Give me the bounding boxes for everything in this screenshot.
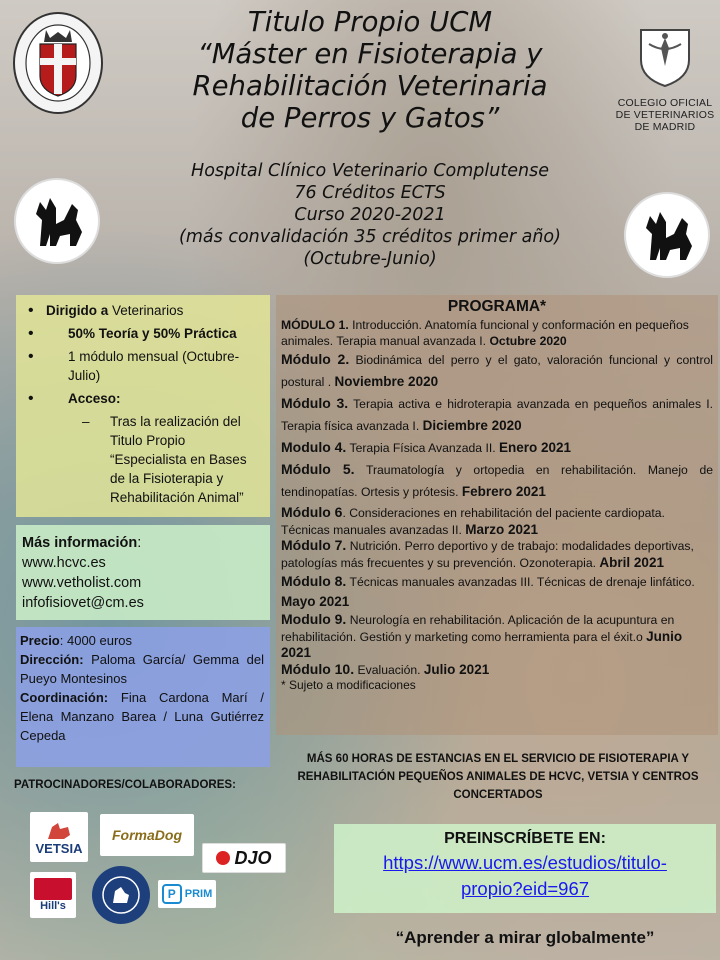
module-text: Nutrición. Perro deportivo y de trabajo: modalidades deportivas, patologías más frecuentes y su prevención. Ozonoterapia.	[281, 539, 694, 570]
acceso-text: Tras la realización del Titulo Propio “Especialista en Bases de la Fisioterapia y Rehabilitación Animal”	[110, 414, 247, 505]
module-date: Diciembre 2020	[422, 418, 522, 433]
dog-cat-right-logo	[624, 192, 710, 278]
module-label: Módulo 7.	[281, 537, 347, 553]
module-date: Febrero 2021	[461, 484, 546, 499]
module-text: Introducción. Anatomía funcional y conformación en pequeños animales. Terapia manual avanzada I.	[281, 318, 689, 348]
vetsia-logo	[30, 812, 88, 862]
preinscripcion-title: PREINSCRÍBETE EN:	[444, 830, 606, 847]
programa-modules	[281, 318, 713, 694]
modulo-mensual-text: 1 módulo mensual (Octubre-Julio)	[68, 349, 240, 383]
program-note: * Sujeto a modificaciones	[281, 678, 416, 692]
course-subtitle	[110, 160, 630, 270]
teoria-item	[24, 324, 262, 343]
module-label: Módulo 8.	[281, 573, 347, 589]
programa-title: PROGRAMA*	[447, 298, 547, 315]
subtitle-line: 76 Créditos ECTS	[294, 183, 446, 203]
ucm-seal-logo	[10, 10, 106, 116]
module-text: Traumatología y ortopedia en rehabilitación. Manejo de tendinopatías. Ortesis y prótesis.	[281, 463, 713, 499]
module-text: Terapia Física Avanzada II.	[349, 441, 496, 455]
sponsors-label: PATROCINADORES/COLABORADORES:	[14, 779, 236, 791]
precio-value: 4000 euros	[66, 633, 133, 648]
direccion-label: Dirección:	[20, 652, 84, 667]
prim-text: PRIM	[184, 888, 213, 900]
colegio-line: DE MADRID	[634, 121, 696, 133]
title-line: Titulo Propio UCM	[247, 6, 493, 38]
module-date: Noviembre 2020	[334, 374, 439, 389]
contact-email[interactable]: infofisiovet@cm.es	[22, 595, 144, 611]
hills-logo	[30, 872, 76, 918]
coordinacion-value: Fina Cardona Marí / Elena Manzano Barea / Luna Gutiérrez Cepeda	[20, 690, 264, 743]
module-label: Módulo 10.	[281, 660, 355, 677]
module-text: Neurología en rehabilitación. Aplicación de la acupuntura en rehabilitación. Gestión y marketing como herramienta para el éxit.o	[281, 613, 675, 644]
dirigido-label: Dirigido a	[46, 303, 109, 318]
module-date: Julio 2021	[423, 661, 490, 677]
preinscripcion-link-line[interactable]: propio?eid=967	[460, 878, 590, 899]
teoria-text: 50% Teoría y 50% Práctica	[68, 326, 237, 341]
module-5	[281, 459, 713, 503]
module-10	[281, 662, 713, 679]
module-6	[281, 505, 713, 538]
contact-label: Más información	[22, 535, 138, 551]
djo-logo	[202, 843, 286, 873]
acceso-label: Acceso:	[68, 391, 121, 406]
module-date: Abril 2021	[599, 554, 664, 570]
coordinacion-row	[20, 688, 264, 745]
module-text: Biodinámica del perro y el gato, valoración funcional y control postural .	[281, 353, 713, 389]
module-8	[281, 571, 713, 612]
subtitle-line: (Octubre-Junio)	[303, 249, 437, 269]
title-line: de Perros y Gatos”	[240, 102, 500, 134]
direccion-value: Paloma García/ Gemma del Pueyo Montesinos	[20, 652, 264, 686]
acceso-item	[24, 389, 262, 408]
precio-label: Precio	[20, 633, 60, 648]
motto: “Aprender a mirar globalmente”	[395, 928, 655, 947]
module-label: Módulo 5.	[281, 461, 355, 477]
djo-text: DJO	[234, 847, 272, 868]
module-date: Octubre 2020	[489, 333, 567, 348]
subtitle-line: (más convalidación 35 créditos primer año)	[179, 227, 561, 247]
module-text: Terapia activa e hidroterapia avanzada en pequeños animales I. Terapia física avanzada I.	[281, 397, 713, 433]
colegio-line: COLEGIO OFICIAL	[617, 97, 713, 109]
acceso-detail	[24, 412, 262, 507]
module-date: Marzo 2021	[465, 521, 539, 537]
colegio-veterinarios-logo	[612, 24, 718, 133]
module-label: MÓDULO 1.	[281, 318, 349, 332]
module-text: . Consideraciones en rehabilitación del paciente cardiopata. Técnicas manuales avanzadas II.	[281, 506, 665, 537]
precio-row: Precio: 4000 euros	[20, 633, 133, 648]
module-text: Técnicas manuales avanzadas III. Técnicas de drenaje linfático.	[349, 575, 695, 589]
module-label: Módulo 2.	[281, 351, 350, 367]
direccion-row	[20, 650, 264, 688]
contact-website[interactable]: www.vetholist.com	[22, 575, 142, 591]
dog-cat-left-logo	[14, 178, 100, 264]
module-7	[281, 538, 713, 571]
djo-mark-icon	[216, 851, 230, 865]
modulo-mensual-item	[24, 347, 262, 385]
module-2	[281, 349, 713, 393]
module-label: Modulo 9.	[281, 611, 347, 627]
vetsia-text: VETSIA	[35, 840, 83, 856]
module-text: Evaluación.	[357, 662, 421, 677]
preinscripcion-link-line[interactable]: https://www.ucm.es/estudios/titulo-	[383, 852, 667, 873]
coordinacion-label: Coordinación:	[20, 690, 109, 705]
target-info-panel	[16, 295, 270, 517]
module-1	[281, 318, 713, 349]
subtitle-line: Hospital Clínico Veterinario Complutense	[191, 161, 549, 181]
preinscripcion-panel	[334, 824, 716, 913]
dirigido-value: Veterinarios	[112, 303, 184, 318]
formadog-logo	[100, 814, 194, 856]
title-line: Rehabilitación Veterinaria	[192, 70, 548, 102]
module-date: Junio 2021	[281, 628, 683, 660]
subtitle-line: Curso 2020-2021	[294, 205, 446, 225]
title-line: “Máster en Fisioterapia y	[197, 38, 543, 70]
page-title	[120, 6, 620, 134]
hills-text: Hill's	[40, 900, 66, 912]
module-label: Modulo 4.	[281, 439, 347, 455]
vetsia-dog-icon	[44, 819, 74, 841]
hospital-veterinario-logo	[92, 866, 150, 924]
module-9	[281, 612, 713, 662]
estancias-note: MÁS 60 HORAS DE ESTANCIAS EN EL SERVICIO DE FISIOTERAPIA Y REHABILITACIÓN PEQUEÑOS ANIMALES DE HCVC, VETSIA Y CENTROS CONCERTADOS	[297, 753, 699, 801]
module-date: Mayo 2021	[281, 594, 350, 609]
module-4	[281, 437, 713, 459]
module-3	[281, 393, 713, 437]
preinscripcion-link[interactable]	[334, 850, 716, 902]
dog-silhouette-icon	[101, 875, 141, 915]
prim-mark-icon: P	[162, 884, 182, 904]
module-date: Enero 2021	[499, 440, 572, 455]
module-label: Módulo 6	[281, 504, 343, 520]
contact-panel: Más información: www.hcvc.es www.vetholist.com infofisiovet@cm.es	[16, 525, 270, 620]
hills-mark-icon	[34, 878, 72, 900]
course-details-panel	[16, 627, 270, 767]
colegio-line: DE VETERINARIOS	[615, 109, 715, 121]
colegio-crest-icon	[635, 24, 695, 88]
formadog-text: FormaDog	[112, 827, 182, 843]
module-label: Módulo 3.	[281, 395, 349, 411]
contact-website[interactable]: www.hcvc.es	[22, 555, 106, 571]
prim-logo	[158, 880, 216, 908]
dirigido-item	[24, 301, 262, 320]
